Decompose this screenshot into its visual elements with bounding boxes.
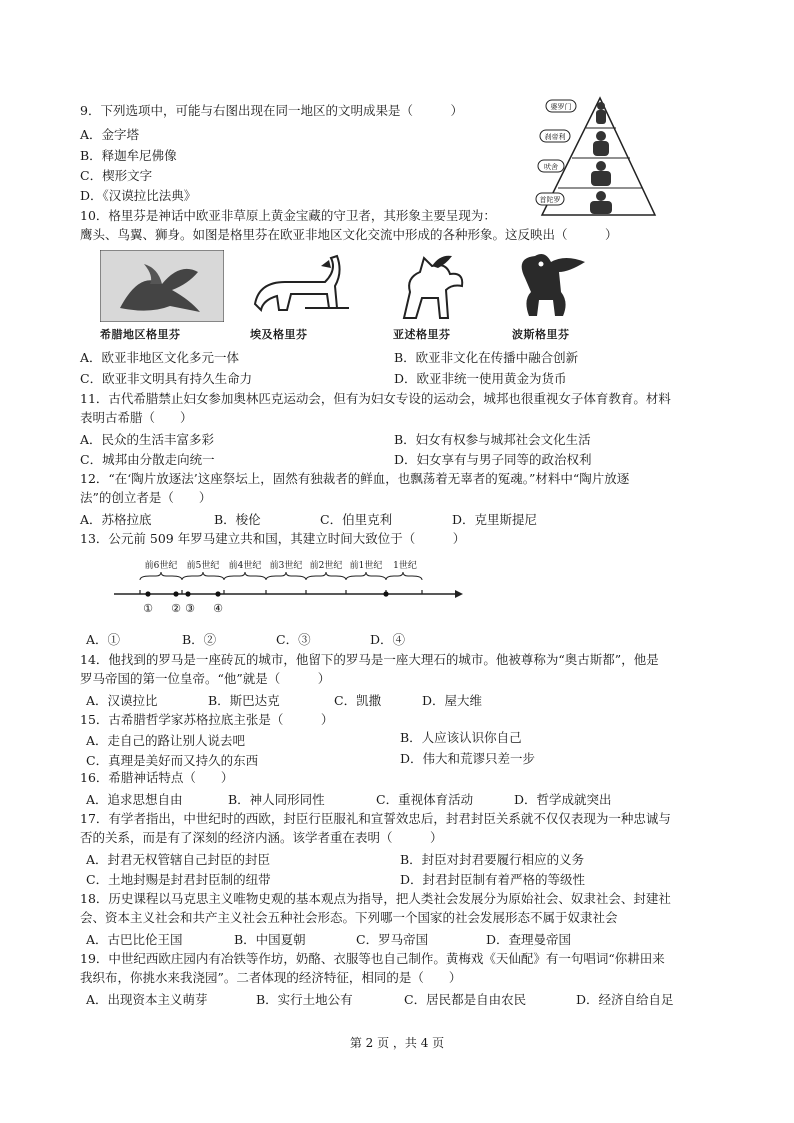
timeline-label-bc5: 前5世纪 [186,561,220,571]
timeline-point-2 [173,591,178,596]
q10-option-c: C．欧亚非文明具有持久生命力 [80,371,253,386]
q19-option-d: D．经济自给自足 [576,992,674,1007]
q13-option-b: B．② [182,632,217,647]
q10-option-b: B．欧亚非文化在传播中融合创新 [394,350,579,365]
q9-option-d: D．《汉谟拉比法典》 [80,188,197,203]
q17-stem-line2: 否的关系，而是有了深刻的经济内涵。该学者重在表明（ ） [80,830,443,845]
timeline-point-label-3: ③ [185,602,195,615]
q10-stem-line2: 鹰头、鸟翼、狮身。如图是格里芬在欧亚非地区文化交流中形成的各种形象。这反映出（ ） [80,227,618,242]
timeline-point-3 [185,591,190,596]
q10-stem-line1: 10．格里芬是神话中欧亚非草原上黄金宝藏的守卫者，其形象主要呈现为： [80,208,496,223]
q16-stem: 16．希腊神话特点（ ） [80,770,234,785]
q14-stem-line2: 罗马帝国的第一位皇帝。“他”就是（ ） [80,671,331,686]
q15-stem: 15．古希腊哲学家苏格拉底主张是（ ） [80,712,334,727]
q13-option-a: A．① [86,632,121,647]
q17-option-c: C．土地封赐是封君封臣制的纽带 [86,872,271,887]
q13-option-c: C．③ [276,632,311,647]
timeline-point-label-1: ① [143,602,153,615]
q9-option-b: B．释迦牟尼佛像 [80,148,177,163]
q15-option-b: B．人应该认识你自己 [400,730,522,745]
pyramid-label-shudra: 首陀罗 [539,196,561,204]
caste-pyramid-figure [530,90,660,220]
q19-option-c: C．居民都是自由农民 [404,992,527,1007]
q12-stem-line1: 12．“在‘陶片放逐法’这座祭坛上，固然有独裁者的鲜血，也飘荡着无辜者的冤魂。”材料中“陶片放逐 [80,471,630,486]
timeline-point-label-4: ④ [213,602,223,615]
q14-option-b: B．斯巴达克 [208,693,280,708]
q18-stem-line1: 18．历史课程以马克思主义唯物史观的基本观点为指导，把人类社会发展分为原始社会、奴隶社会、封建社 [80,891,671,906]
page-footer: 第 2 页 ，共 4 页 [349,1036,445,1050]
q18-option-b: B．中国夏朝 [234,932,306,947]
persian-griffin-image [505,248,595,324]
q11-stem-line1: 11．古代希腊禁止妇女参加奥林匹克运动会，但有为妇女专设的运动会，城邦也很重视女子体育教育。材料 [80,391,671,406]
q14-option-c: C．凯撒 [334,693,382,708]
timeline-point-bc1-start [383,591,388,596]
timeline-label-ad1: 1世纪 [393,561,417,571]
q11-option-c: C．城邦由分散走向统一 [80,452,215,467]
timeline-point-label-2: ② [171,602,181,615]
timeline-point-1 [145,591,150,596]
caption-assyrian-griffin: 亚述格里芬 [393,328,451,341]
q16-option-a: A．追求思想自由 [86,792,183,807]
q19-stem-line2: 我织布，你挑水来我浇园”。二者体现的经济特征，相同的是（ ） [80,970,462,985]
q18-stem-line2: 会、资本主义社会和共产主义社会五种社会形态。下列哪一个国家的社会发展形态不属于奴隶社会 [80,910,618,925]
timeline-label-bc3: 前3世纪 [269,561,303,571]
pyramid-label-vaishya: 吠舍 [544,163,558,171]
q9-stem: 9．下列选项中，可能与右图出现在同一地区的文明成果是（ ） [80,103,463,118]
q17-option-a: A．封君无权管辖自己封臣的封臣 [86,852,271,867]
timeline-label-bc6: 前6世纪 [144,561,178,571]
q11-option-b: B．妇女有权参与城邦社会文化生活 [394,432,591,447]
q17-option-b: B．封臣对封君要履行相应的义务 [400,852,585,867]
q19-option-a: A．出现资本主义萌芽 [86,992,208,1007]
pyramid-label-kshatriya: 刹帝利 [544,133,566,141]
q13-stem: 13．公元前 509 年罗马建立共和国，其建立时间大致位于（ ） [80,531,466,546]
q19-stem-line1: 19．中世纪西欧庄园内有冶铁等作坊，奶酪、衣服等也自己制作。黄梅戏《天仙配》有一句唱词“你耕田来 [80,951,665,966]
timeline-point-4 [215,591,220,596]
q18-option-d: D．查理曼帝国 [486,932,572,947]
q10-option-a: A．欧亚非地区文化多元一体 [80,350,240,365]
q11-option-d: D．妇女享有与男子同等的政治权利 [394,452,592,467]
q11-option-a: A．民众的生活丰富多彩 [80,432,215,447]
timeline-label-bc1: 前1世纪 [349,561,383,571]
q16-option-d: D．哲学成就突出 [514,792,612,807]
q12-stem-line2: 法”的创立者是（ ） [80,490,212,505]
q16-option-c: C．重视体育活动 [376,792,474,807]
q15-option-d: D．伟大和荒谬只差一步 [400,751,536,766]
greek-griffin-image [100,250,224,322]
q12-option-a: A．苏格拉底 [80,512,152,527]
q11-stem-line2: 表明古希腊（ ） [80,410,193,425]
caption-persian-griffin: 波斯格里芬 [512,328,570,341]
q16-option-b: B．神人同形同性 [228,792,325,807]
q10-option-d: D．欧亚非统一使用黄金为货币 [394,371,567,386]
q17-stem-line1: 17．有学者指出，中世纪时的西欧，封臣行臣服礼和宣誓效忠后，封君封臣关系就不仅仅表现为一种忠诚与 [80,811,671,826]
q14-option-d: D．屋大维 [422,693,483,708]
pyramid-label-brahmin: 婆罗门 [550,103,572,111]
q9-option-a: A．金字塔 [80,127,140,142]
q9-option-c: C．楔形文字 [80,168,153,183]
q18-option-a: A．古巴比伦王国 [86,932,183,947]
timeline-label-bc4: 前4世纪 [228,561,262,571]
caption-greek-griffin: 希腊地区格里芬 [100,328,181,341]
q15-option-c: C．真理是美好而又持久的东西 [86,753,259,768]
q19-option-b: B．实行土地公有 [256,992,353,1007]
q12-option-d: D．克里斯提尼 [452,512,538,527]
q12-option-b: B．梭伦 [214,512,261,527]
century-timeline [110,556,465,620]
egyptian-griffin-image [245,252,355,322]
q18-option-c: C．罗马帝国 [356,932,429,947]
q12-option-c: C．伯里克利 [320,512,393,527]
assyrian-griffin-image [390,252,470,324]
q14-option-a: A．汉谟拉比 [86,693,158,708]
caption-egyptian-griffin: 埃及格里芬 [250,328,308,341]
q13-option-d: D．④ [370,632,406,647]
timeline-label-bc2: 前2世纪 [309,561,343,571]
q14-stem-line1: 14．他找到的罗马是一座砖瓦的城市，他留下的罗马是一座大理石的城市。他被尊称为“奥古斯都”，他是 [80,652,659,667]
q15-option-a: A．走自己的路让别人说去吧 [86,733,246,748]
q17-option-d: D．封君封臣制有着严格的等级性 [400,872,586,887]
